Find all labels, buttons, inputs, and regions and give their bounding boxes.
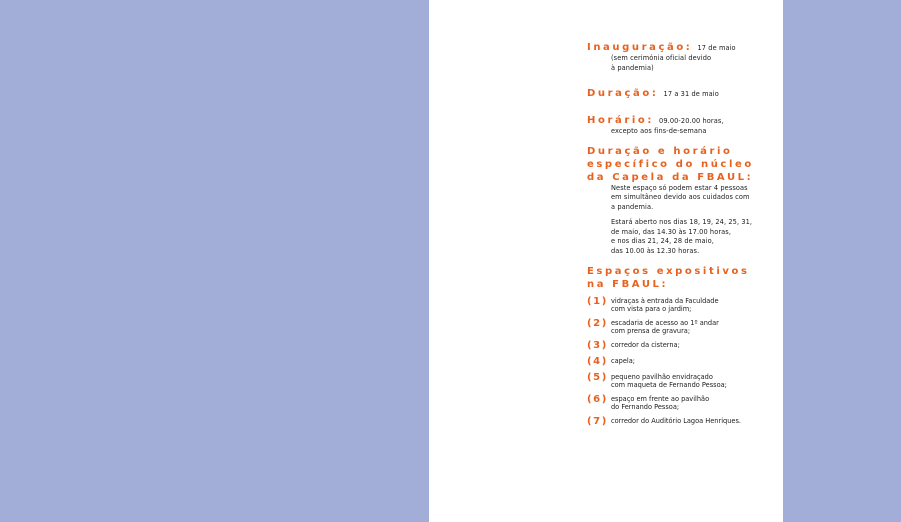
- horario-section: [587, 108, 777, 137]
- horario-heading-row: [587, 108, 777, 127]
- capela-p2-line-4: das 10.00 às 12.30 horas.: [611, 246, 700, 255]
- list-item-line: pequeno pavilhão envidraçado: [611, 373, 713, 381]
- capela-p1-line-2: em simultâneo devido aos cuidados com: [611, 193, 750, 201]
- capela-heading-line-1: Duração e horário: [587, 145, 733, 157]
- list-item-line: com maqueta de Fernando Pessoa;: [611, 381, 727, 389]
- list-item-line: espaço em frente ao pavilhão: [611, 395, 710, 403]
- list-item: [587, 356, 777, 367]
- capela-paragraph-2: [587, 218, 777, 256]
- inauguracao-note-line-2: à pandemia): [611, 63, 654, 72]
- list-item-number: (5): [587, 372, 608, 383]
- list-item-line: capela;: [611, 357, 636, 365]
- capela-section: [587, 145, 777, 257]
- list-item-line: corredor da cisterna;: [611, 341, 680, 349]
- list-item: [587, 340, 777, 351]
- list-item-line: corredor do Auditório Lagoa Henriques.: [611, 417, 741, 425]
- duracao-section: [587, 81, 777, 100]
- list-item: [587, 318, 777, 335]
- list-item-text: [611, 394, 709, 411]
- capela-paragraph-1: [587, 184, 777, 213]
- list-item-text: [611, 318, 719, 335]
- list-item-line: com vista para o jardim;: [611, 305, 692, 313]
- list-item-text: [611, 296, 719, 313]
- inauguracao-section: [587, 35, 777, 73]
- list-item-number: (1): [587, 296, 608, 307]
- horario-note: excepto aos fins-de-semana: [611, 127, 707, 135]
- list-item-number: (3): [587, 340, 608, 351]
- inauguracao-label: Inauguração:: [587, 42, 693, 53]
- list-item-number: (6): [587, 394, 608, 405]
- espacos-heading-line-2: na FBAUL:: [587, 279, 669, 290]
- capela-p1-line-3: a pandemia.: [611, 202, 654, 211]
- horario-value: 09.00-20.00 horas,: [659, 117, 724, 125]
- espacos-heading-line-1: Espaços expositivos: [587, 266, 750, 277]
- list-item-line: vidraças à entrada da Faculdade: [611, 297, 719, 305]
- list-item: [587, 372, 777, 389]
- document-page: [429, 0, 783, 522]
- capela-p2-line-2: de maio, das 14.30 às 17.00 horas,: [611, 227, 732, 236]
- list-item: [587, 296, 777, 313]
- list-item-text: [611, 340, 680, 349]
- capela-p1-line-1: Neste espaço só podem estar 4 pessoas: [611, 183, 748, 192]
- list-item: [587, 416, 777, 427]
- inauguracao-heading-row: [587, 35, 777, 54]
- list-item-text: [611, 416, 741, 425]
- inauguracao-note-line-1: (sem cerimónia oficial devido: [611, 54, 712, 62]
- list-item-line: com prensa de gravura;: [611, 327, 691, 335]
- list-item-number: (7): [587, 416, 608, 427]
- espacos-section: [587, 265, 777, 427]
- list-item-number: (4): [587, 356, 608, 367]
- inauguracao-date: 17 de maio: [697, 44, 736, 52]
- list-item-line: do Fernando Pessoa;: [611, 403, 680, 411]
- list-item-line: escadaria de acesso ao 1º andar: [611, 319, 719, 327]
- duracao-value: 17 a 31 de maio: [663, 90, 719, 98]
- list-item-number: (2): [587, 318, 608, 329]
- horario-label: Horário:: [587, 115, 654, 126]
- duracao-label: Duração:: [587, 88, 659, 99]
- capela-heading-line-3: da Capela da FBAUL:: [587, 171, 754, 183]
- info-column: [587, 35, 777, 432]
- capela-p2-line-1: Estará aberto nos dias 18, 19, 24, 25, 31,: [611, 218, 753, 226]
- list-item-text: [611, 356, 635, 365]
- list-item: [587, 394, 777, 411]
- capela-p2-line-3: e nos dias 21, 24, 28 de maio,: [611, 237, 714, 245]
- capela-heading-line-2: específico do núcleo: [587, 158, 754, 170]
- list-item-text: [611, 372, 727, 389]
